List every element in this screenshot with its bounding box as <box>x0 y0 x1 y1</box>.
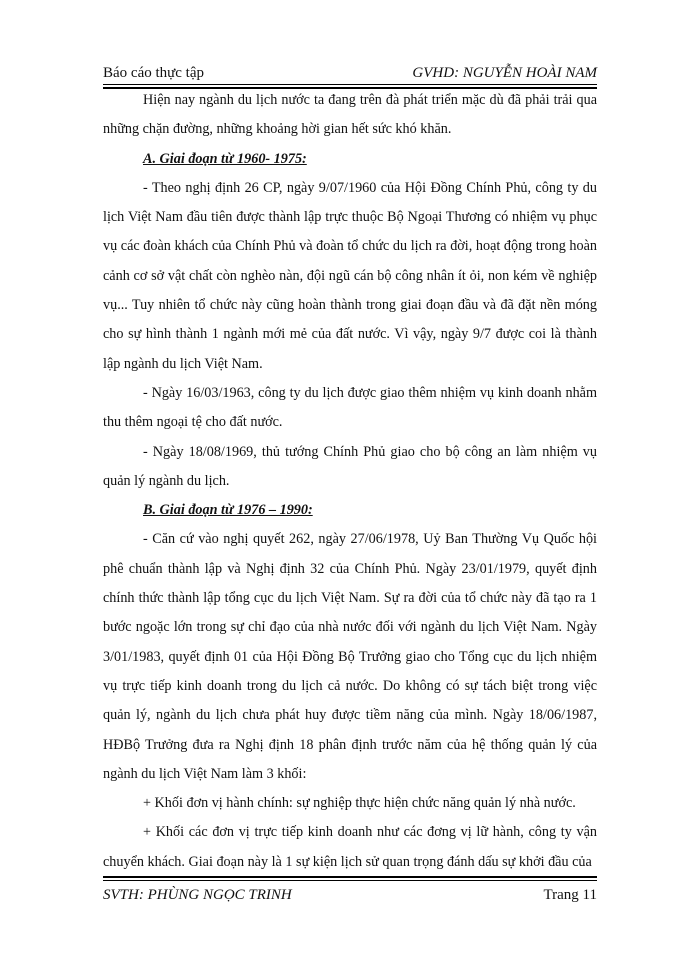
document-body <box>103 86 597 877</box>
page-footer <box>103 884 597 906</box>
footer-student-name: SVTH: PHÙNG NGỌC TRINH <box>103 886 292 903</box>
page-number: Trang 11 <box>543 886 597 903</box>
section-b-paragraph-3: + Khối các đơn vị trực tiếp kinh doanh như các đơng vị lữ hành, công ty vận chuyển khách. Giai đoạn này là 1 sự kiện lịch sử quan trọng đánh dấu sự khởi đầu của <box>103 824 597 870</box>
footer-rule-thick <box>103 876 597 878</box>
section-a-paragraph-1: - Theo nghị định 26 CP, ngày 9/07/1960 của Hội Đồng Chính Phủ, công ty du lịch Việt Nam đầu tiên được thành lập trực thuộc Bộ Ngoại Thương có nhiệm vụ phục vụ các đoàn khách của Chính Phủ và đoàn tổ chức du lịch ra đời, hoạt động trong hoàn cảnh cơ sở vật chất còn nghèo nàn, đội ngũ cán bộ công nhân ít ỏi, non kém về nghiệp vụ... Tuy nhiên tổ chức này cũng hoàn thành trong giai đoạn đầu và đã đặt nền móng cho sự hình thành 1 ngành mới mẻ của đất nước. Vì vậy, ngày 9/7 được coi là thành lập ngành du lịch Việt Nam. <box>103 179 597 372</box>
header-report-title: Báo cáo thực tập <box>103 65 205 81</box>
header-rule-thin <box>103 84 597 85</box>
section-a-paragraph-3: - Ngày 18/08/1969, thủ tướng Chính Phủ giao cho bộ công an làm nhiệm vụ quản lý ngành du lịch. <box>103 443 597 489</box>
intro-paragraph: Hiện nay ngành du lịch nước ta đang trên đà phát triển mặc dù đã phải trải qua những chặn đường, những khoảng hời gian hết sức khó khăn. <box>103 92 597 138</box>
footer-rule-thin <box>103 880 597 881</box>
section-b-paragraph-1: - Căn cứ vào nghị quyết 262, ngày 27/06/1978, Uỷ Ban Thường Vụ Quốc hội phê chuẩn thành lập và Nghị định 32 của Chính Phủ. Ngày 23/01/1979, quyết định chính thức thành lập tổng cục du lịch Việt Nam. Sự ra đời của tổ chức này đã tạo ra 1 bước ngoặc lớn trong sự chỉ đạo của nhà nước đối với ngành du lịch Việt Nam. Ngày 3/01/1983, quyết định 01 của Hội Đồng Bộ Trưởng giao cho Tổng cục du lịch nhiệm vụ trực tiếp kinh doanh trong du lịch cả nước. Do không có sự tách biệt trong việc quản lý, ngành du lịch chưa phát huy được tiềm năng của mình. Ngày 18/06/1987, HĐBộ Trưởng đưa ra Nghị định 18 phân định trước năm của hệ thống quản lý của ngành du lịch Việt Nam làm 3 khối: <box>103 531 597 782</box>
section-a-paragraph-2: - Ngày 16/03/1963, công ty du lịch được giao thêm nhiệm vụ kinh doanh nhằm thu thêm ngoại tệ cho đất nước. <box>103 384 597 431</box>
page-header <box>103 60 597 82</box>
section-a-heading: A. Giai đoạn từ 1960- 1975: <box>143 150 307 167</box>
section-b-heading: B. Giai đoạn từ 1976 – 1990: <box>143 502 313 519</box>
section-b-paragraph-2: + Khối đơn vị hành chính: sự nghiệp thực hiện chức năng quản lý nhà nước. <box>143 795 576 812</box>
header-advisor: GVHD: NGUYỄN HOÀI NAM <box>412 65 597 81</box>
